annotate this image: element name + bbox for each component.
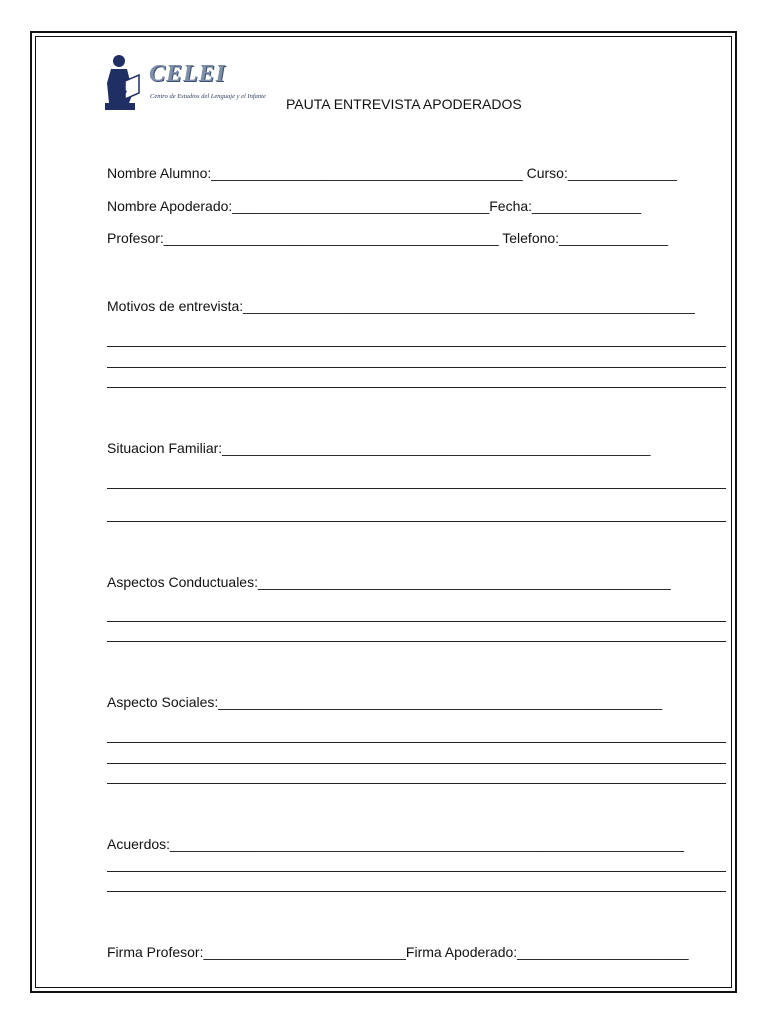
blank-line[interactable] [107, 763, 726, 764]
blank-line[interactable] [107, 871, 726, 872]
blank-line[interactable] [107, 521, 726, 522]
blank-line[interactable] [107, 387, 726, 388]
blank-line[interactable] [107, 891, 726, 892]
field-acuerdos[interactable]: Acuerdos:__________________________________________________________________ [107, 836, 684, 852]
field-nombre-apoderado[interactable]: Nombre Apoderado:_________________________________Fecha:______________ [107, 198, 642, 214]
logo-wordmark: CELEI [149, 61, 227, 87]
logo-subtitle: Centro de Estudios del Lenguaje y el Infante [150, 93, 266, 100]
blank-line[interactable] [107, 742, 726, 743]
blank-line[interactable] [107, 621, 726, 622]
blank-line[interactable] [107, 783, 726, 784]
field-motivos[interactable]: Motivos de entrevista:__________________________________________________________ [107, 298, 695, 314]
blank-line[interactable] [107, 488, 726, 489]
field-aspectos-conductuales[interactable]: Aspectos Conductuales:_____________________________________________________ [107, 574, 671, 590]
field-situacion-familiar[interactable]: Situacion Familiar:_______________________________________________________ [107, 440, 651, 456]
field-profesor[interactable]: Profesor:___________________________________________ Telefono:______________ [107, 230, 669, 246]
field-nombre-alumno[interactable]: Nombre Alumno:________________________________________ Curso:______________ [107, 165, 677, 181]
field-firmas[interactable]: Firma Profesor:__________________________Firma Apoderado:______________________ [107, 944, 689, 960]
document-title: PAUTA ENTREVISTA APODERADOS [286, 96, 522, 112]
reading-figure-icon [105, 53, 141, 113]
blank-line[interactable] [107, 641, 726, 642]
blank-line[interactable] [107, 346, 726, 347]
field-aspecto-sociales[interactable]: Aspecto Sociales:_________________________________________________________ [107, 694, 663, 710]
blank-line[interactable] [107, 367, 726, 368]
celei-logo [105, 53, 275, 113]
